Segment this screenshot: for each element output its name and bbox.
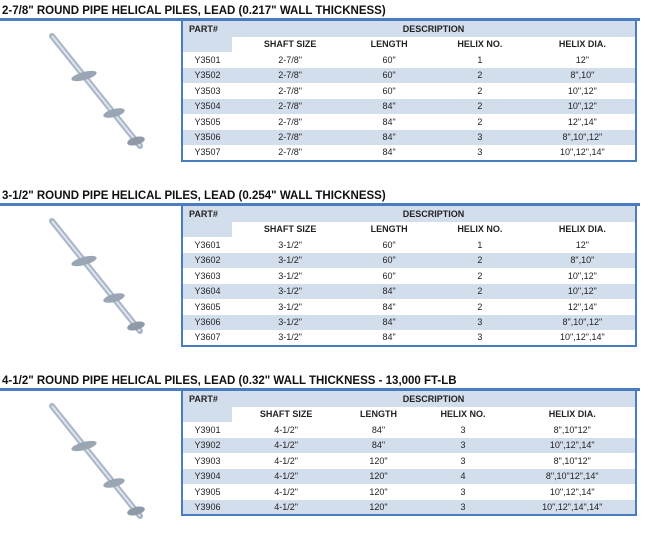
cell-helix-no: 1 <box>477 54 483 65</box>
cell-helix-dia: 10",12",14" <box>549 486 595 497</box>
table-row <box>182 68 636 84</box>
cell-length: 84" <box>382 132 396 143</box>
cell-helix-dia: 12" <box>575 239 589 250</box>
cell-helix-no: 2 <box>477 270 483 281</box>
cell-shaft-size: 4-1/2" <box>274 424 299 435</box>
table-row <box>182 500 636 516</box>
cell-helix-dia: 10",12" <box>567 270 597 281</box>
cell-shaft-size: 2-7/8" <box>278 54 302 65</box>
table-row <box>182 284 636 300</box>
cell-part-number: Y3902 <box>194 440 221 451</box>
cell-helix-dia: 10",12" <box>567 286 597 297</box>
cell-helix-no: 3 <box>460 440 466 451</box>
cell-length: 60" <box>382 255 396 266</box>
cell-shaft-size: 3-1/2" <box>278 301 302 312</box>
table-row <box>182 83 636 99</box>
product-section <box>0 374 640 512</box>
cell-part-number: Y3605 <box>194 301 221 312</box>
cell-helix-dia: 8",10"12" <box>553 455 591 466</box>
cell-part-number: Y3505 <box>194 116 221 127</box>
cell-helix-no: 2 <box>477 301 483 312</box>
cell-helix-no: 2 <box>477 85 483 96</box>
cell-helix-dia: 10",12",14",14" <box>542 501 603 512</box>
cell-helix-dia: 12" <box>575 54 589 65</box>
header-part: PART# <box>189 23 218 34</box>
cell-shaft-size: 3-1/2" <box>278 317 302 328</box>
cell-shaft-size: 4-1/2" <box>274 501 299 512</box>
cell-helix-dia: 10",12" <box>567 101 597 112</box>
table-row <box>182 52 636 68</box>
cell-helix-dia: 8",10" <box>570 255 595 266</box>
cell-length: 60" <box>382 239 396 250</box>
cell-part-number: Y3504 <box>194 101 221 112</box>
section-title: 4-1/2" ROUND PIPE HELICAL PILES, LEAD (0.32" WALL THICKNESS - 13,000 FT-LB <box>2 375 457 387</box>
section-title: 3-1/2" ROUND PIPE HELICAL PILES, LEAD (0.254" WALL THICKNESS) <box>2 190 386 202</box>
cell-helix-no: 2 <box>477 70 483 81</box>
section-title: 2-7/8" ROUND PIPE HELICAL PILES, LEAD (0.217" WALL THICKNESS) <box>2 5 386 17</box>
cell-shaft-size: 2-7/8" <box>278 116 302 127</box>
cell-helix-no: 2 <box>477 116 483 127</box>
cell-part-number: Y3901 <box>194 424 221 435</box>
cell-length: 60" <box>382 70 396 81</box>
header-helix-no: HELIX NO. <box>430 37 530 53</box>
cell-shaft-size: 3-1/2" <box>278 255 302 266</box>
cell-helix-dia: 8",10",12" <box>562 132 603 143</box>
cell-length: 120" <box>369 501 388 512</box>
table-row <box>182 114 636 130</box>
cell-helix-no: 2 <box>477 255 483 266</box>
cell-length: 84" <box>382 332 396 343</box>
cell-helix-dia: 10",12",14" <box>560 332 605 343</box>
cell-length: 84" <box>371 440 386 451</box>
cell-shaft-size: 4-1/2" <box>274 471 299 482</box>
cell-shaft-size: 2-7/8" <box>278 147 302 158</box>
cell-helix-dia: 12",14" <box>567 116 597 127</box>
cell-part-number: Y3905 <box>194 486 221 497</box>
cell-part-number: Y3503 <box>194 85 221 96</box>
cell-part-number: Y3903 <box>194 455 221 466</box>
table-row <box>182 145 636 161</box>
table-row <box>182 253 636 269</box>
helical-pile-image <box>40 401 160 521</box>
cell-shaft-size: 3-1/2" <box>278 239 302 250</box>
table-row <box>182 130 636 146</box>
cell-part-number: Y3906 <box>194 501 221 512</box>
cell-length: 120" <box>369 471 388 482</box>
header-helix-dia: HELIX DIA. <box>530 37 636 53</box>
header-description: DESCRIPTION <box>402 23 465 34</box>
table-row <box>182 299 636 315</box>
table-row <box>182 438 636 454</box>
header-description: DESCRIPTION <box>402 208 465 219</box>
cell-helix-no: 3 <box>460 486 466 497</box>
cell-helix-dia: 8",10" <box>570 70 595 81</box>
cell-helix-no: 3 <box>460 424 466 435</box>
cell-part-number: Y3606 <box>194 317 221 328</box>
cell-shaft-size: 4-1/2" <box>274 440 299 451</box>
cell-length: 60" <box>382 54 396 65</box>
cell-length: 84" <box>382 317 396 328</box>
cell-length: 84" <box>382 147 396 158</box>
cell-part-number: Y3502 <box>194 70 221 81</box>
cell-shaft-size: 2-7/8" <box>278 101 302 112</box>
table-row <box>182 453 636 469</box>
helical-pile-image <box>40 31 160 151</box>
cell-helix-no: 3 <box>477 317 483 328</box>
cell-length: 60" <box>382 270 396 281</box>
header-length: LENGTH <box>348 37 430 53</box>
cell-part-number: Y3604 <box>194 286 221 297</box>
cell-helix-no: 3 <box>477 147 483 158</box>
helical-pile-image <box>40 216 160 336</box>
cell-part-number: Y3904 <box>194 471 221 482</box>
cell-helix-no: 1 <box>477 239 483 250</box>
cell-part-number: Y3507 <box>194 147 221 158</box>
table-row <box>182 99 636 115</box>
table-row <box>182 237 636 253</box>
header-shaft-size: SHAFT SIZE <box>232 222 348 238</box>
cell-shaft-size: 2-7/8" <box>278 85 302 96</box>
specs-table <box>181 391 637 516</box>
table-row <box>182 330 636 346</box>
header-length: LENGTH <box>348 222 430 238</box>
cell-part-number: Y3602 <box>194 255 221 266</box>
table-row <box>182 315 636 331</box>
cell-shaft-size: 4-1/2" <box>274 486 299 497</box>
cell-shaft-size: 2-7/8" <box>278 70 302 81</box>
cell-length: 84" <box>382 301 396 312</box>
cell-length: 84" <box>371 424 386 435</box>
specs-table <box>181 21 637 162</box>
cell-part-number: Y3603 <box>194 270 221 281</box>
cell-helix-no: 3 <box>477 132 483 143</box>
header-helix-no: HELIX NO. <box>430 222 530 238</box>
header-part: PART# <box>189 393 218 404</box>
cell-helix-no: 3 <box>477 332 483 343</box>
cell-part-number: Y3506 <box>194 132 221 143</box>
header-shaft-size: SHAFT SIZE <box>232 37 348 53</box>
cell-helix-no: 3 <box>460 501 466 512</box>
cell-shaft-size: 2-7/8" <box>278 132 302 143</box>
cell-length: 120" <box>369 486 388 497</box>
cell-shaft-size: 4-1/2" <box>274 455 299 466</box>
cell-part-number: Y3501 <box>194 54 221 65</box>
cell-length: 84" <box>382 116 396 127</box>
cell-length: 84" <box>382 286 396 297</box>
specs-table <box>181 206 637 347</box>
cell-helix-dia: 10",12" <box>567 85 597 96</box>
cell-length: 120" <box>369 455 388 466</box>
cell-helix-no: 2 <box>477 101 483 112</box>
cell-helix-dia: 12",14" <box>567 301 597 312</box>
header-helix-dia: HELIX DIA. <box>509 407 636 423</box>
table-row <box>182 484 636 500</box>
table-row <box>182 268 636 284</box>
header-helix-no: HELIX NO. <box>417 407 510 423</box>
table-row <box>182 422 636 438</box>
header-helix-dia: HELIX DIA. <box>530 222 636 238</box>
cell-length: 60" <box>382 85 396 96</box>
cell-helix-no: 2 <box>477 286 483 297</box>
cell-helix-dia: 8",10",12" <box>562 317 603 328</box>
cell-helix-no: 4 <box>460 471 466 482</box>
cell-shaft-size: 3-1/2" <box>278 286 302 297</box>
cell-part-number: Y3607 <box>194 332 221 343</box>
cell-helix-dia: 10",12",14" <box>549 440 595 451</box>
header-part: PART# <box>189 208 218 219</box>
header-shaft-size: SHAFT SIZE <box>232 407 340 423</box>
product-section <box>0 189 640 343</box>
header-length: LENGTH <box>340 407 416 423</box>
cell-length: 84" <box>382 101 396 112</box>
cell-shaft-size: 3-1/2" <box>278 332 302 343</box>
product-section <box>0 4 640 158</box>
cell-helix-no: 3 <box>460 455 466 466</box>
cell-part-number: Y3601 <box>194 239 221 250</box>
header-description: DESCRIPTION <box>402 393 465 404</box>
cell-helix-dia: 8",10"12",14" <box>545 471 599 482</box>
cell-shaft-size: 3-1/2" <box>278 270 302 281</box>
cell-helix-dia: 10",12",14" <box>560 147 605 158</box>
cell-helix-dia: 8",10"12" <box>553 424 591 435</box>
table-row <box>182 469 636 485</box>
